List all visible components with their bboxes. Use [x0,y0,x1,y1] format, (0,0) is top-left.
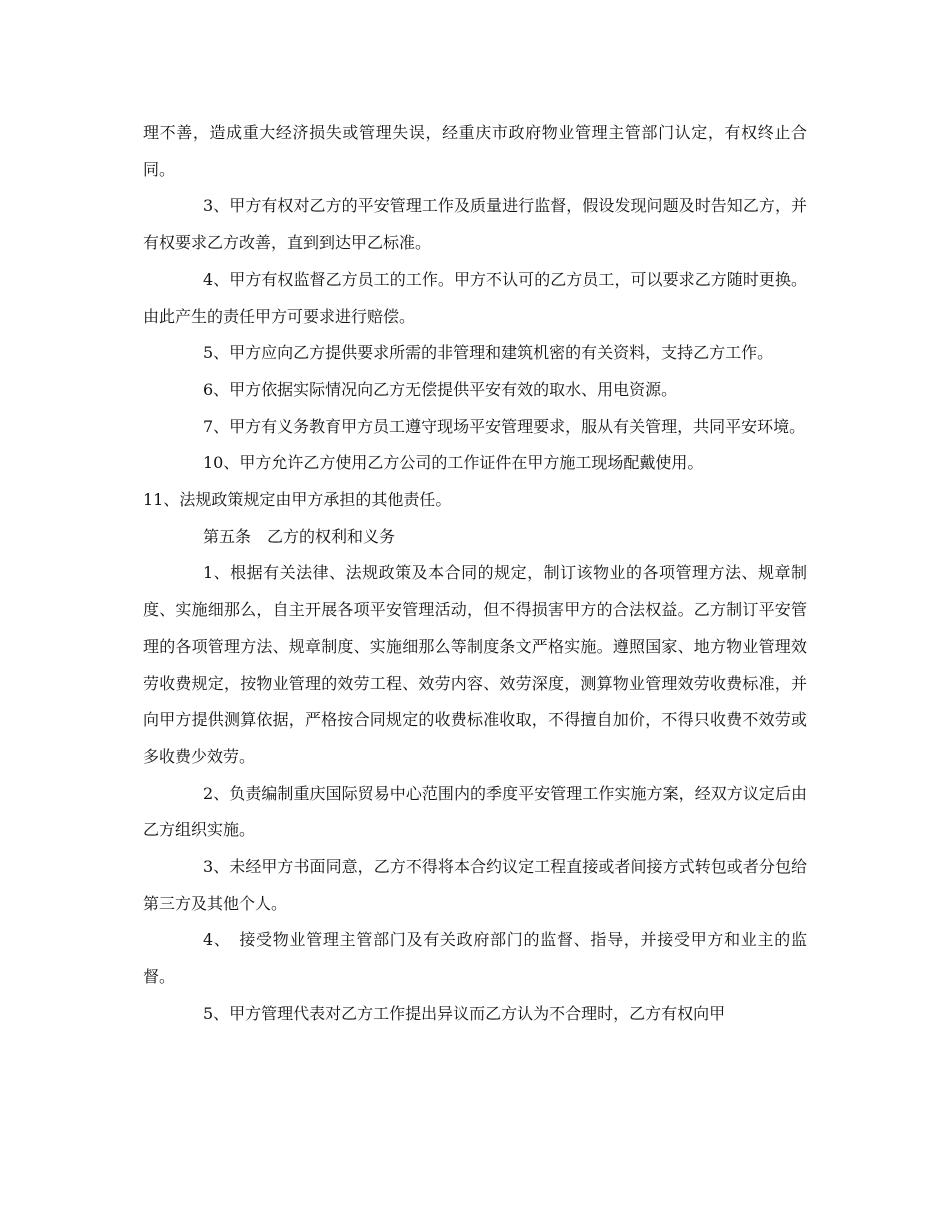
paragraph-clause-11: 11、法规政策规定由甲方承担的其他责任。 [143,490,452,510]
paragraph-party-b-clause-3: 3、未经甲方书面同意，乙方不得将本合约议定工程直接或者间接方式转包或者分包给第三方及其他个人。 [143,857,807,913]
paragraph-clause-10: 10、甲方允许乙方使用乙方公司的工作证件在甲方施工现场配戴使用。 [203,453,704,473]
section-heading-article-5: 第五条 乙方的权利和义务 [203,526,396,546]
document-body [143,115,807,1033]
paragraph-clause-3: 3、甲方有权对乙方的平安管理工作及质量进行监督，假设发现问题及时告知乙方，并有权要求乙方改善，直到到达甲乙标准。 [143,196,807,253]
paragraph-clause-7: 7、甲方有义务教育甲方员工遵守现场平安管理要求，服从有关管理，共同平安环境。 [203,416,806,436]
paragraph-clause-6: 6、甲方依据实际情况向乙方无偿提供平安有效的取水、用电资源。 [203,379,678,399]
paragraph-party-b-clause-1: 1、根据有关法律、法规政策及本合同的规定，制订该物业的各项管理方法、规章制度、实施细那么，自主开展各项平安管理活动，但不得损害甲方的合法权益。乙方制订平安管理的各项管理方法、规章制度、实施细那么等制度条文严格实施。遵照国家、地方物业管理效劳收费规定，按物业管理的效劳工程、效劳内容、效劳深度，测算物业管理效劳收费标准，并向甲方提供测算依据，严格按合同规定的收费标准收取，不得擅自加价，不得只收费不效劳或多收费少效劳。 [143,563,807,766]
paragraph-clause-4: 4、甲方有权监督乙方员工的工作。甲方不认可的乙方员工，可以要求乙方随时更换。由此产生的责任甲方可要求进行赔偿。 [143,269,807,326]
paragraph-party-b-clause-5: 5、甲方管理代表对乙方工作提出异议而乙方认为不合理时，乙方有权向甲 [203,1003,726,1023]
paragraph-clause-5: 5、甲方应向乙方提供要求所需的非管理和建筑机密的有关资料，支持乙方工作。 [203,343,774,363]
paragraph-party-b-clause-4: 4、 接受物业管理主管部门及有关政府部门的监督、指导，并接受甲方和业主的监督。 [143,930,807,987]
paragraph-party-b-clause-2: 2、负责编制重庆国际贸易中心范围内的季度平安管理工作实施方案，经双方议定后由乙方组织实施。 [143,783,807,840]
paragraph-continuation: 理不善，造成重大经济损失或管理失误，经重庆市政府物业管理主管部门认定，有权终止合同。 [143,123,807,179]
